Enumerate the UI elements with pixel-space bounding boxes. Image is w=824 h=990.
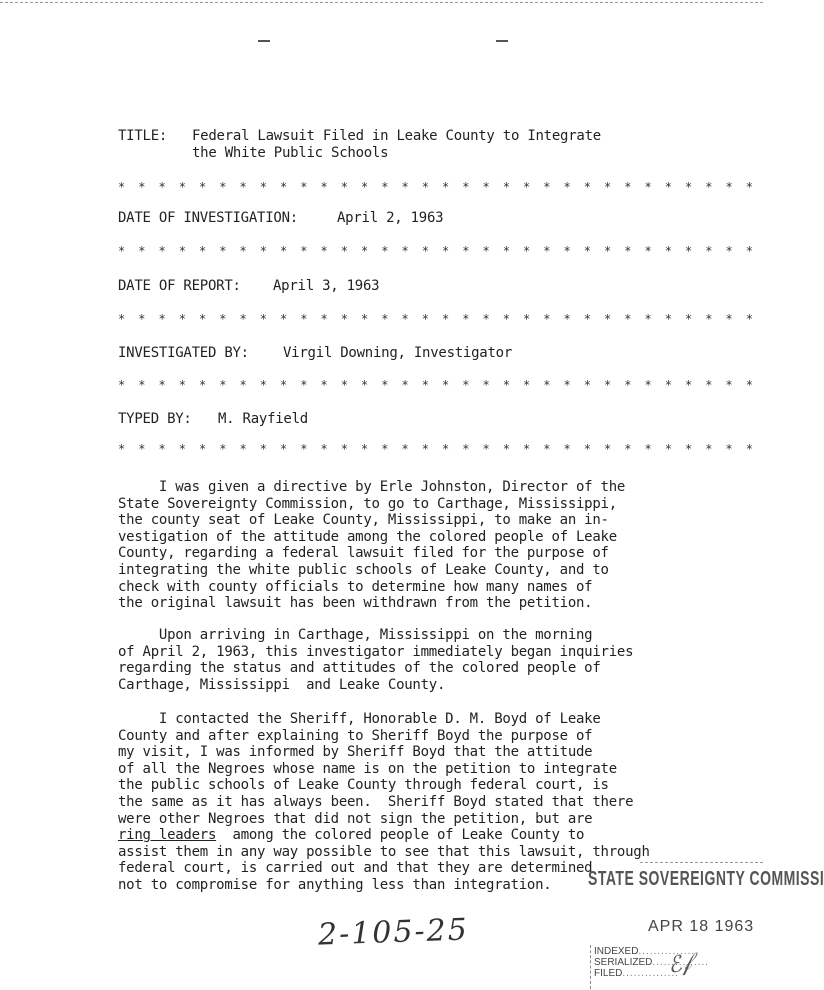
paragraph-3-line: assist them in any way possible to see that this lawsuit, through — [118, 843, 650, 860]
separator-5: * * * * * * * * * * * * * * * * * * * * * * * * * * * * * * * * — [118, 442, 756, 456]
date-investigation-label: DATE OF INVESTIGATION: — [118, 210, 298, 226]
paragraph-2-line: regarding the status and attitudes of the colored people of — [118, 660, 601, 677]
paragraph-2-line: Upon arriving in Carthage, Mississippi on the morning — [118, 627, 593, 643]
paragraph-3-line: of all the Negroes whose name is on the petition to integrate — [118, 760, 617, 777]
stamp-vertical-rule — [590, 945, 592, 989]
handwritten-file-number: 2-105-25 — [317, 912, 470, 953]
paragraph-2-line: Carthage, Mississippi and Leake County. — [118, 676, 446, 693]
separator-3: * * * * * * * * * * * * * * * * * * * * * * * * * * * * * * * * — [118, 312, 756, 326]
date-report-value: April 3, 1963 — [273, 278, 380, 294]
title-label: TITLE: — [118, 128, 168, 144]
paragraph-1-line: State Sovereignty Commission, to go to Carthage, Mississippi, — [118, 495, 617, 512]
investigated-by-label: INVESTIGATED BY: — [118, 345, 249, 361]
paragraph-1-line: the county seat of Leake County, Mississippi, to make an in- — [118, 512, 609, 529]
stamp-date: APR 18 1963 — [648, 918, 755, 935]
paragraph-3-line: I contacted the Sheriff, Honorable D. M. Boyd of Leake — [118, 711, 601, 727]
paragraph-3-line: the public schools of Leake County through federal court, is — [118, 777, 609, 794]
separator-2: * * * * * * * * * * * * * * * * * * * * * * * * * * * * * * * * — [118, 244, 756, 258]
separator-4: * * * * * * * * * * * * * * * * * * * * * * * * * * * * * * * * — [118, 378, 756, 392]
ring-leaders-underlined: ring leaders — [118, 827, 217, 844]
paragraph-3-line: were other Negroes that did not sign the petition, but are — [118, 810, 593, 827]
typed-by-label: TYPED BY: — [118, 411, 192, 427]
paragraph-2 — [118, 627, 758, 693]
paragraph-1-line: check with county officials to determine how many names of — [118, 578, 593, 595]
paragraph-3-line: federal court, is carried out and that they are determined — [118, 860, 593, 877]
handwritten-initials-icon: ℰ𝒻 — [665, 949, 694, 980]
separator-1: * * * * * * * * * * * * * * * * * * * * * * * * * * * * * * * * — [118, 180, 756, 194]
title-line-2: the White Public Schools — [192, 145, 389, 161]
paragraph-1-line: I was given a directive by Erle Johnston, Director of the — [118, 479, 626, 495]
paragraph-3-line: not to compromise for anything less than integration. — [118, 876, 552, 893]
stamp-filed: FILED ..... — [594, 968, 763, 979]
paragraph-1-line: County, regarding a federal lawsuit filed for the purpose of — [118, 545, 609, 562]
date-investigation-value: April 2, 1963 — [337, 210, 444, 226]
date-report-label: DATE OF REPORT: — [118, 278, 241, 294]
commission-stamp: STATE SOVEREIGNTY COMMISSI — [588, 866, 824, 890]
paragraph-3-line: County and after explaining to Sheriff Boyd the purpose of — [118, 727, 593, 744]
paragraph-3-line-underlined — [118, 827, 758, 844]
paragraph-1-line: the original lawsuit has been withdrawn from the petition. — [118, 595, 593, 612]
paragraph-1 — [118, 479, 758, 612]
paragraph-1-line: vestigation of the attitude among the colored people of Leake — [118, 528, 617, 545]
paragraph-3-line-rest: among the colored people of Leake County to — [216, 827, 585, 844]
paragraph-2-line: of April 2, 1963, this investigator immediately began inquiries — [118, 643, 634, 660]
paragraph-1-line: integrating the white public schools of Leake County, and to — [118, 561, 609, 578]
stamp-serialized: SERIALIZED ..... — [594, 957, 763, 968]
investigated-by-value: Virgil Downing, Investigator — [283, 345, 513, 361]
title-line-1: Federal Lawsuit Filed in Leake County to Integrate — [192, 128, 601, 144]
stamp-dashed-line — [640, 862, 763, 863]
typed-by-value: M. Rayfield — [218, 411, 308, 427]
paragraph-3-line: the same as it has always been. Sheriff Boyd stated that there — [118, 793, 634, 810]
paragraph-3-line: my visit, I was informed by Sheriff Boyd that the attitude — [118, 744, 593, 761]
stamp-indexed: INDEXED ..... — [594, 946, 763, 957]
